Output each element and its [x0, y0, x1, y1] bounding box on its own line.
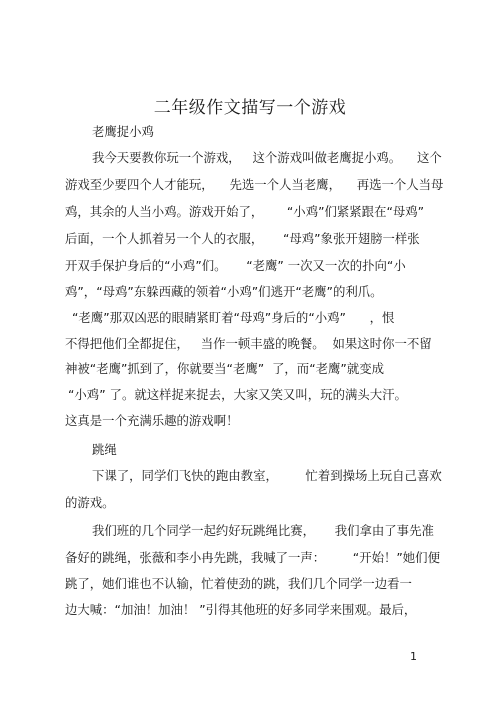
text-line: 后面，一个人抓着另一个人的衣服， “母鸡”象张开翅膀一样张	[65, 231, 420, 246]
text-line: 鸡”，“母鸡”东躲西藏的领着“小鸡”们逃开“老鹰”的利爪。	[65, 284, 383, 299]
text-line: 我们班的几个同学一起约好玩跳绳比赛， 我们拿由了事先准	[92, 523, 434, 538]
page-number: 1	[410, 650, 417, 663]
text-line: 跳了，她们谁也不认输，忙着使劲的跳，我们几个同学一边看一	[65, 576, 412, 591]
text-line: 备好的跳绳，张薇和李小冉先跳，我喊了一声： “开始！”她们便	[65, 550, 440, 565]
text-line: 我今天要教你玩一个游戏， 这个游戏叫做老鹰捉小鸡。 这个	[92, 150, 442, 165]
text-line: 不得把他们全都捉住， 当作一顿丰盛的晚餐。 如果这时你一不留	[65, 336, 432, 351]
text-line: 边大喊：“加油！加油！ ”引得其他班的好多同学来围观。最后，	[65, 602, 417, 617]
text-line: “小鸡” 了。就这样捉来捉去，大家又笑又叫，玩的满头大汗。	[68, 387, 407, 402]
text-line: 开双手保护身后的“小鸡”们。 “老鹰” 一次又一次的扑向“小	[65, 258, 406, 273]
text-line: 这真是一个充满乐趣的游戏啊！	[65, 413, 239, 428]
text-line: 下课了，同学们飞快的跑由教室， 忙着到操场上玩自己喜欢	[92, 468, 442, 483]
text-line: 的游戏。	[65, 495, 115, 510]
text-line: “老鹰”那双凶恶的眼睛紧盯着“母鸡”身后的“小鸡” ，恨	[72, 310, 395, 325]
section-heading: 老鹰捉小鸡	[92, 124, 154, 139]
text-line: 鸡，其余的人当小鸡。游戏开始了， “小鸡”们紧紧跟在“母鸡”	[65, 204, 425, 219]
text-line: 神被“老鹰”抓到了，你就要当“老鹰” 了，而“老鹰”就变成	[65, 361, 384, 376]
document-title: 二年级作文描写一个游戏	[153, 98, 347, 118]
section-heading: 跳绳	[92, 442, 117, 457]
text-line: 游戏至少要四个人才能玩， 先选一个人当老鹰， 再选一个人当母	[65, 177, 444, 192]
